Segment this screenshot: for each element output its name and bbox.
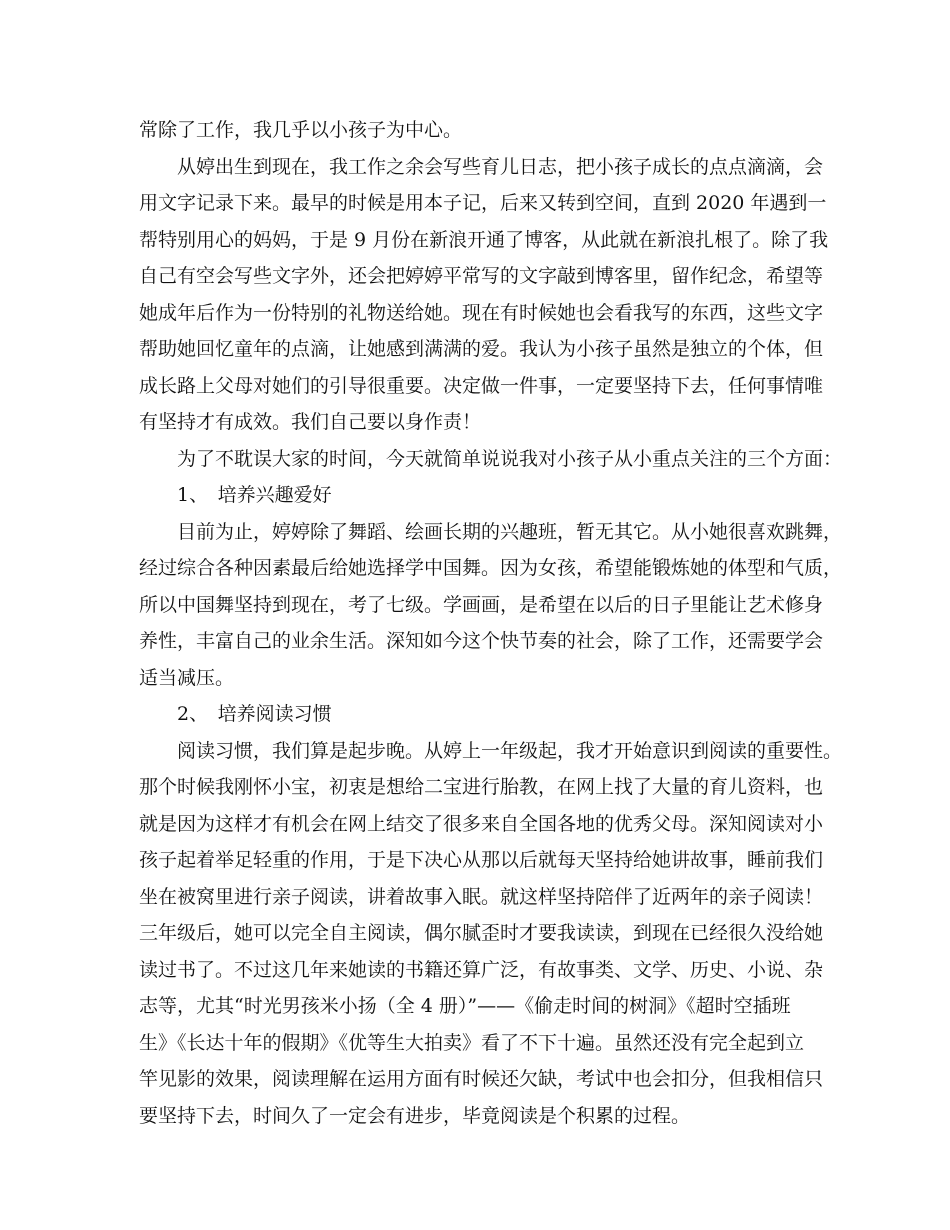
text-line: 要坚持下去，时间久了一定会有进步，毕竟阅读是个积累的过程。 (139, 1104, 691, 1127)
text-line: 从婷出生到现在，我工作之余会写些育儿日志，把小孩子成长的点点滴滴，会 (177, 155, 824, 178)
text-line: 有坚持才有成效。我们自己要以身作责！ (139, 411, 482, 433)
text-line: 志等，尤其“时光男孩米小扬（全 4 册）”——《偷走时间的树洞》《超时空插班 (139, 995, 791, 1017)
document-body (139, 112, 843, 1134)
text-line: 她成年后作为一份特别的礼物送给她。现在有时候她也会看我写的东西，这些文字 (139, 301, 824, 324)
text-line: 生》《长达十年的假期》《优等生大拍卖》看了不下十遍。虽然还没有完全起到立 (139, 1031, 805, 1054)
text-line: 1、 培养兴趣爱好 (177, 484, 332, 506)
text-line: 帮特别用心的妈妈，于是 9 月份在新浪开通了博客，从此就在新浪扎根了。除了我 (139, 228, 829, 251)
text-line: 适当减压。 (139, 666, 235, 689)
text-line: 孩子起着举足轻重的作用，于是下决心从那以后就每天坚持给她讲故事，睡前我们 (139, 849, 824, 871)
text-line: 竿见影的效果，阅读理解在运用方面有时候还欠缺，考试中也会扣分，但我相信只 (139, 1068, 824, 1090)
text-line: 2、 培养阅读习惯 (177, 703, 332, 725)
text-line: 坐在被窝里进行亲子阅读，讲着故事入眠。就这样坚持陪伴了近两年的亲子阅读！ (139, 885, 824, 908)
text-line: 就是因为这样才有机会在网上结交了很多来自全国各地的优秀父母。深知阅读对小 (139, 812, 824, 835)
text-line: 养性，丰富自己的业余生活。深知如今这个快节奏的社会，除了工作，还需要学会 (139, 630, 824, 652)
text-line: 那个时候我刚怀小宝，初衷是想给二宝进行胎教，在网上找了大量的育儿资料，也 (139, 776, 824, 798)
text-line: 目前为止，婷婷除了舞蹈、绘画长期的兴趣班，暂无其它。从小她很喜欢跳舞， (177, 520, 843, 543)
text-line: 成长路上父母对她们的引导很重要。决定做一件事，一定要坚持下去，任何事情唯 (139, 374, 824, 397)
text-line: 帮助她回忆童年的点滴，让她感到满满的爱。我认为小孩子虽然是独立的个体，但 (139, 338, 824, 360)
text-line: 三年级后，她可以完全自主阅读，偶尔腻歪时才要我读读，到现在已经很久没给她 (139, 922, 824, 944)
text-line: 用文字记录下来。最早的时候是用本子记，后来又转到空间，直到 2020 年遇到一 (139, 192, 827, 214)
text-line: 常除了工作，我几乎以小孩子为中心。 (139, 119, 463, 141)
text-line: 经过综合各种因素最后给她选择学中国舞。因为女孩，希望能锻炼她的体型和气质， (139, 557, 843, 579)
text-line: 读过书了。不过这几年来她读的书籍还算广泛，有故事类、文学、历史、小说、杂 (139, 958, 824, 981)
text-line: 所以中国舞坚持到现在，考了七级。学画画，是希望在以后的日子里能让艺术修身 (139, 593, 824, 616)
text-line: 自己有空会写些文字外，还会把婷婷平常写的文字敲到博客里，留作纪念，希望等 (139, 265, 824, 287)
text-line: 为了不耽误大家的时间，今天就简单说说我对小孩子从小重点关注的三个方面： (177, 447, 843, 470)
text-line: 阅读习惯，我们算是起步晚。从婷上一年级起，我才开始意识到阅读的重要性。 (177, 739, 843, 762)
